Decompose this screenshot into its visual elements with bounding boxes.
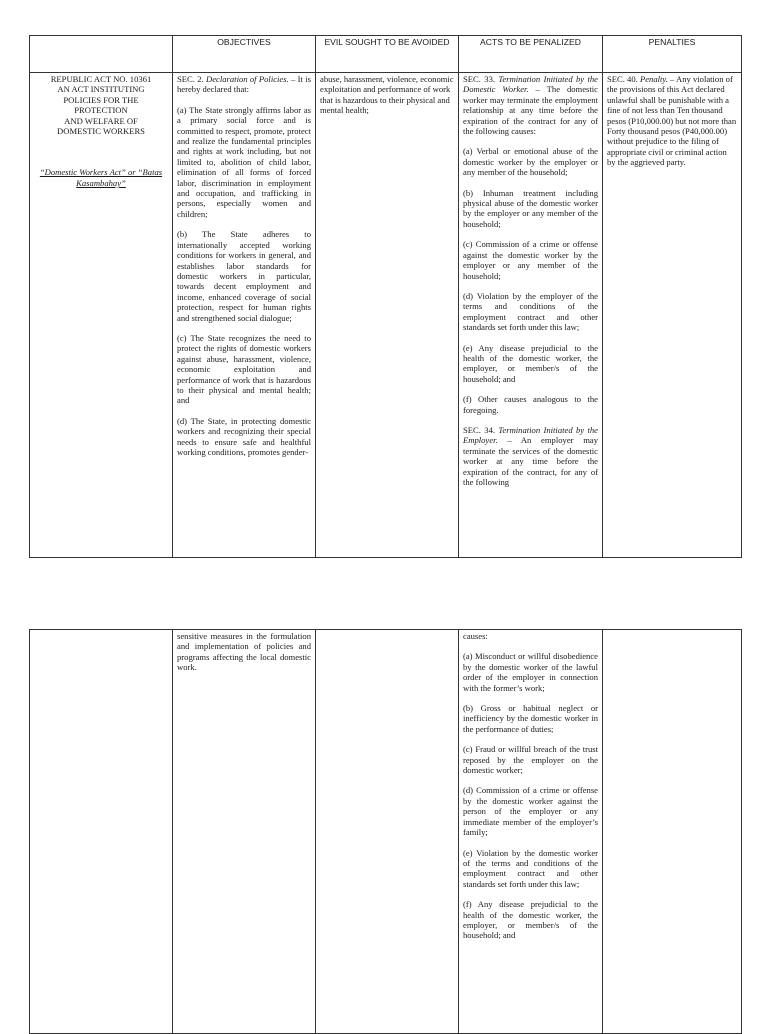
- section-title: Penalty.: [639, 74, 668, 84]
- section-number: SEC. 2.: [177, 74, 204, 84]
- matrix-table-page-1: [29, 35, 742, 558]
- table-row: [30, 73, 742, 558]
- act-paragraph: (a) Verbal or emotional abuse of the domestic worker by the employer or any member of the household;: [463, 146, 598, 178]
- law-title-line: REPUBLIC ACT NO. 10361: [50, 74, 152, 84]
- law-title-line: PROTECTION: [74, 105, 128, 116]
- section-number: SEC. 40.: [607, 74, 638, 84]
- acts-cell: [459, 73, 603, 558]
- penalties-cell-continued: [603, 630, 742, 1034]
- acts-section-34-heading: [463, 425, 598, 487]
- section-intro: – It is hereby declared that:: [177, 74, 311, 95]
- objective-paragraph: (c) The State recognizes the need to protect the rights of domestic workers against abuse, harassment, violence, economic exploitation and performance of work that is hazardous to their physical and mental health; and: [177, 332, 311, 406]
- objectives-section-heading: [177, 74, 311, 95]
- objective-continuation: sensitive measures in the formulation and implementation of policies and programs affecting the local domestic work.: [177, 631, 311, 673]
- act-paragraph: (f) Other causes analogous to the foregoing.: [463, 394, 598, 415]
- acts-section-33-heading: [463, 74, 598, 136]
- objectives-cell-continued: [173, 630, 316, 1034]
- objectives-cell: [173, 73, 316, 558]
- section-number: SEC. 33.: [463, 74, 496, 84]
- header-penalties: PENALTIES: [603, 36, 742, 73]
- objective-paragraph: (d) The State, in protecting domestic workers and recognizing their special needs to ensure safe and healthful working conditions, promotes gender-: [177, 415, 311, 457]
- penalties-cell: [603, 73, 742, 558]
- section-title: Termination Initiated by the Domestic Worker.: [463, 74, 598, 95]
- evil-text: abuse, harassment, violence, economic exploitation and performance of work that is hazardous to their physical and mental health;: [320, 74, 454, 116]
- evil-cell-continued: [316, 630, 459, 1034]
- section-intro: – The domestic worker may terminate the employment relationship at any time before the expiration of the contract for any of the following causes:: [463, 84, 598, 137]
- objective-paragraph: (b) The State adheres to internationally accepted working conditions for workers in general, and establishes labor standards for domestic workers in particular, towards decent employment and income, enhanced coverage of social protection, respect for human rights and strengthened social dialogue;: [177, 229, 311, 323]
- acts-cell-continued: [459, 630, 603, 1034]
- header-evil: EVIL SOUGHT TO BE AVOIDED: [316, 36, 459, 73]
- header-acts: ACTS TO BE PENALIZED: [459, 36, 603, 73]
- acts-continuation: causes:: [463, 631, 488, 641]
- act-paragraph: (c) Commission of a crime or offense against the domestic worker by the employer or any member of the household;: [463, 239, 598, 281]
- act-paragraph: (b) Gross or habitual neglect or inefficiency by the domestic worker in the performance of duties;: [463, 703, 598, 734]
- act-paragraph: (b) Inhuman treatment including physical abuse of the domestic worker by the employer or any member of the household;: [463, 187, 598, 229]
- section-title: Declaration of Policies.: [206, 74, 289, 84]
- act-paragraph: (d) Violation by the employer of the terms and conditions of the employment contract and other standards set forth under this law;: [463, 290, 598, 333]
- law-title-line: AN ACT INSTITUTING: [57, 84, 145, 95]
- law-cell: [30, 73, 173, 558]
- act-paragraph: (e) Any disease prejudicial to the health of the domestic worker, the employer, or member/s of the household; and: [463, 342, 598, 384]
- header-objectives: OBJECTIVES: [173, 36, 316, 73]
- section-number: SEC. 34.: [463, 424, 496, 435]
- section-intro: – An employer may terminate the services of the domestic worker at any time before the expiration of the contract, for any of the following: [463, 435, 598, 487]
- law-title-line: POLICIES FOR THE: [63, 94, 139, 105]
- act-paragraph: (d) Commission of a crime or offense by the domestic worker against the person of the employer or any immediate member of the employer’s family;: [463, 785, 598, 838]
- act-paragraph: (c) Fraud or willful breach of the trust reposed by the employer on the domestic worker;: [463, 744, 598, 776]
- act-paragraph: (f) Any disease prejudicial to the health of the domestic worker, the employer, or member/s of the household; and: [463, 899, 598, 941]
- law-alias: “Domestic Workers Act” or “Batas Kasambahay”: [39, 167, 163, 188]
- law-title-line: AND WELFARE OF: [64, 115, 138, 126]
- act-paragraph: (a) Misconduct or willful disobedience by the domestic worker of the lawful order of the employer in connection with the former’s work;: [463, 651, 598, 693]
- law-title-line: DOMESTIC WORKERS: [57, 126, 145, 137]
- table-row: [30, 630, 742, 1034]
- law-cell-continued: [30, 630, 173, 1034]
- evil-cell: [316, 73, 459, 558]
- objective-paragraph: (a) The State strongly affirms labor as a primary social force and is committed to respect, promote, protect and realize the fundamental principles and rights at work including, but not limited to, abolition of child labor, elimination of all forms of forced labor, discrimination in employment and occupation, and trafficking in persons, especially women and children;: [177, 104, 311, 219]
- header-row: [30, 36, 742, 73]
- matrix-table-page-2: [29, 629, 742, 1034]
- penalties-section-heading: [607, 74, 737, 168]
- section-title: Termination Initiated by the Employer.: [463, 424, 598, 446]
- section-body: – Any violation of the provisions of this Act declared unlawful shall be punishable with a fine of not less than Ten thousand pesos (P10,000.00) but not more than Forty thousand pesos (P40,000.00) without prejudice to the filing of appropriate civil or criminal action by the aggrieved party.: [607, 74, 737, 168]
- act-paragraph: (e) Violation by the domestic worker of the terms and conditions of the employment contract and other standards set forth under this law;: [463, 847, 598, 889]
- header-law: [30, 36, 173, 73]
